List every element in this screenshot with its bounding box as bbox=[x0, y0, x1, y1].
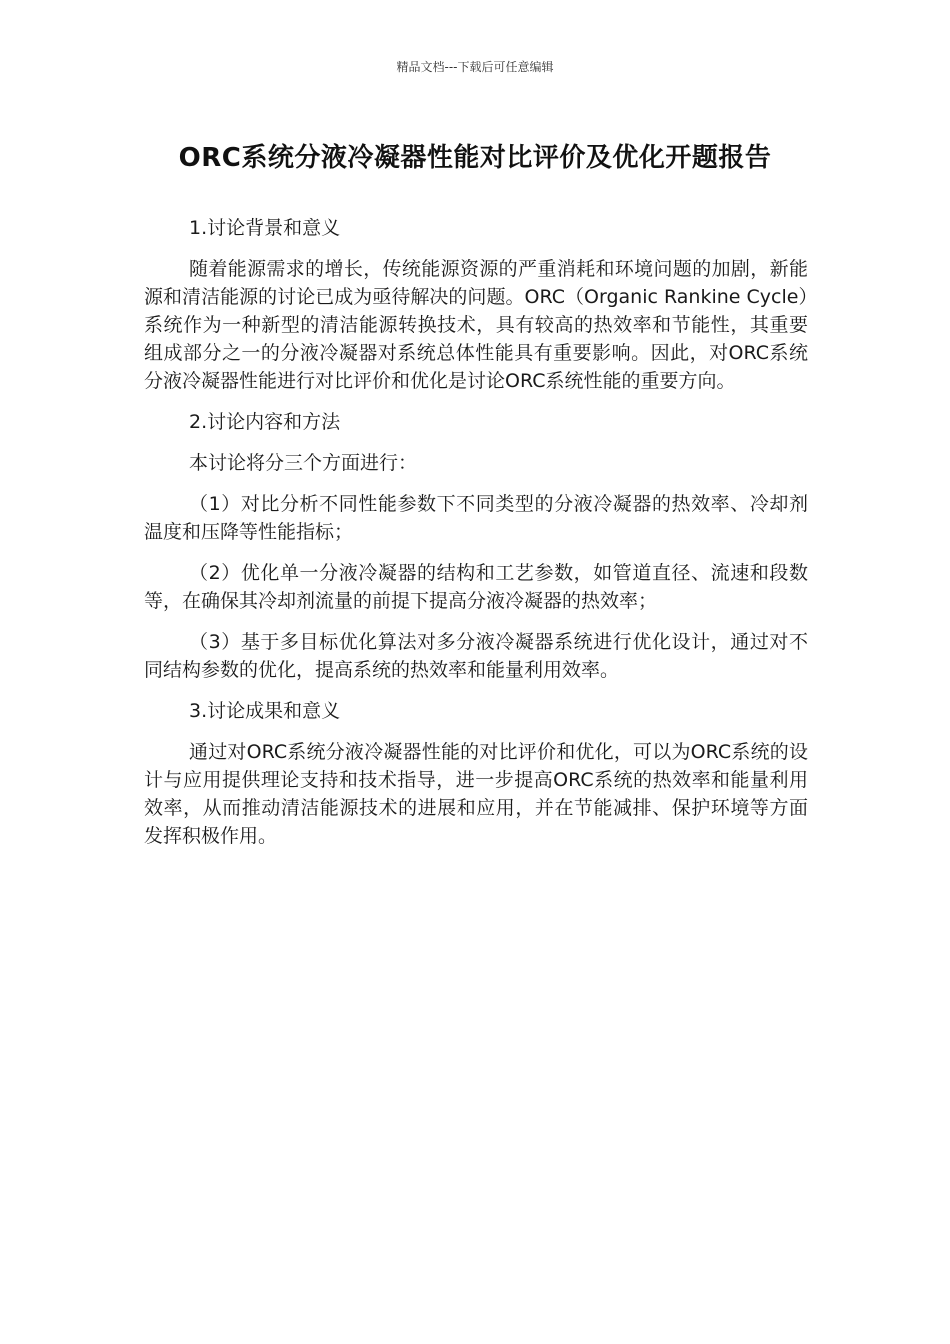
page-header-note: 精品文档---下载后可任意编辑 bbox=[396, 60, 554, 74]
document-title: ORC系统分液冷凝器性能对比评价及优化开题报告 bbox=[178, 143, 772, 173]
paragraph-content-intro: 本讨论将分三个方面进行： bbox=[189, 452, 418, 474]
list-item-2: （2）优化单一分液冷凝器的结构和工艺参数，如管道直径、流速和段数等，在确保其冷却剂流量的前提下提高分液冷凝器的热效率； bbox=[144, 562, 808, 612]
list-item-1: （1）对比分析不同性能参数下不同类型的分液冷凝器的热效率、冷却剂温度和压降等性能指标； bbox=[144, 493, 808, 543]
section-heading-results: 3.讨论成果和意义 bbox=[189, 700, 341, 722]
paragraph-results: 通过对ORC系统分液冷凝器性能的对比评价和优化，可以为ORC系统的设计与应用提供理论支持和技术指导，进一步提高ORC系统的热效率和能量利用效率，从而推动清洁能源技术的进展和应用，并在节能减排、保护环境等方面发挥积极作用。 bbox=[144, 741, 808, 847]
section-heading-content-method: 2.讨论内容和方法 bbox=[189, 411, 341, 433]
paragraph-background: 随着能源需求的增长，传统能源资源的严重消耗和环境问题的加剧，新能源和清洁能源的讨论已成为亟待解决的问题。ORC（Organic Rankine Cycle）系统作为一种新型的清洁能源转换技术，具有较高的热效率和节能性，其重要组成部分之一的分液冷凝器对系统总体性能具有重要影响。因此，对ORC系统分液冷凝器性能进行对比评价和优化是讨论ORC系统性能的重要方向。 bbox=[144, 258, 808, 392]
section-heading-background: 1.讨论背景和意义 bbox=[189, 217, 341, 239]
document-body bbox=[144, 214, 808, 863]
list-item-3: （3）基于多目标优化算法对多分液冷凝器系统进行优化设计，通过对不同结构参数的优化，提高系统的热效率和能量利用效率。 bbox=[144, 631, 808, 681]
